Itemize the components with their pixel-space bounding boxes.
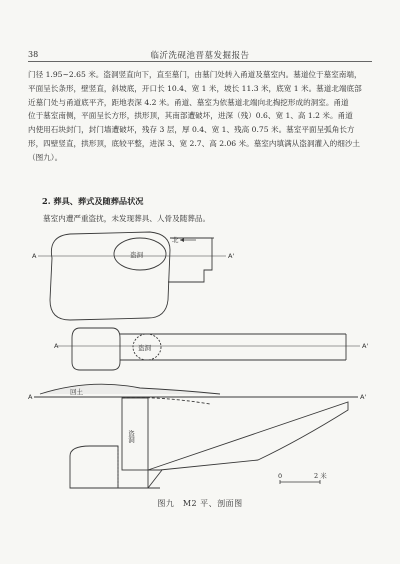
north-label: 北 [172,236,179,244]
north-arrowhead [180,238,184,242]
fill-label: 回土 [70,388,83,396]
text-line: 位于墓室南侧，平面呈长方形，拱形顶，其南部遭破坏，进深（残）0.6、宽 1、高 1.2 米。甬道 [28,111,353,121]
page-number: 38 [28,50,39,59]
text-line: 近墓门处与甬道底平齐，距地表深 4.2 米。甬道、墓室为依墓道北端向北掏挖形成的洞室。甬道 [28,97,349,107]
marker-a-mid: A [54,342,59,350]
hole-label-mid: 盗洞 [138,344,151,352]
robbery-shaft-section [122,398,148,470]
ground-mound [40,384,220,394]
chamber-outline-mid [72,328,120,370]
running-header: 临沂洗砚池晋墓发掘报告 [150,51,250,61]
scale-bar [280,480,320,484]
text-line: （图九）。 [28,152,63,162]
hole-label-top: 盗洞 [130,251,143,259]
marker-a-bottom: A [28,393,33,401]
chamber-section [70,446,118,488]
passage-floor [148,470,162,488]
scale-zero-label: 0 [278,472,283,480]
marker-a-prime-mid: A' [362,342,369,350]
figure-caption: 图九 M2 平、剖面图 [157,499,243,508]
text-line: 形，四壁竖直，拱形顶，底较平整，进深 3、宽 2.7、高 2.06 米。墓室内填满从盗洞灌入的细沙土 [28,138,361,148]
dromos-slope [148,402,348,470]
text-line: 内使用石块封门，封门墙遭破坏，残存 3 层，厚 0.4、宽 1、残高 0.75 米。墓室平面呈弧角长方 [28,125,355,135]
plan-view-top [38,232,226,320]
shaft-outline-plan [196,238,212,282]
fill-boundary [122,398,210,404]
section-paragraph: 墓室内遭严重盗扰，未发现葬具、人骨及随葬品。 [43,214,211,223]
text-line: 平面呈长条形，壁竖直，斜坡底，开口长 10.4、宽 1 米，坡长 11.3 米，底宽 1 米。墓道北端底部 [28,83,362,93]
scale-end-label: 2 米 [314,472,327,480]
marker-a-prime-top: A' [228,252,235,260]
text-line: 门径 1.95~2.65 米。盗洞竖直向下，直至墓门，由墓门处转入甬道及墓室内。墓道位于墓室南端， [28,70,362,79]
section-view-bottom [34,384,358,488]
marker-a-prime-bottom: A' [360,393,367,401]
section-heading: 2. 葬具、葬式及随葬品状况 [42,196,144,206]
marker-a-top: A [32,252,37,260]
plan-view-middle [58,328,360,370]
hole-label-section: 盗洞 [127,430,135,443]
